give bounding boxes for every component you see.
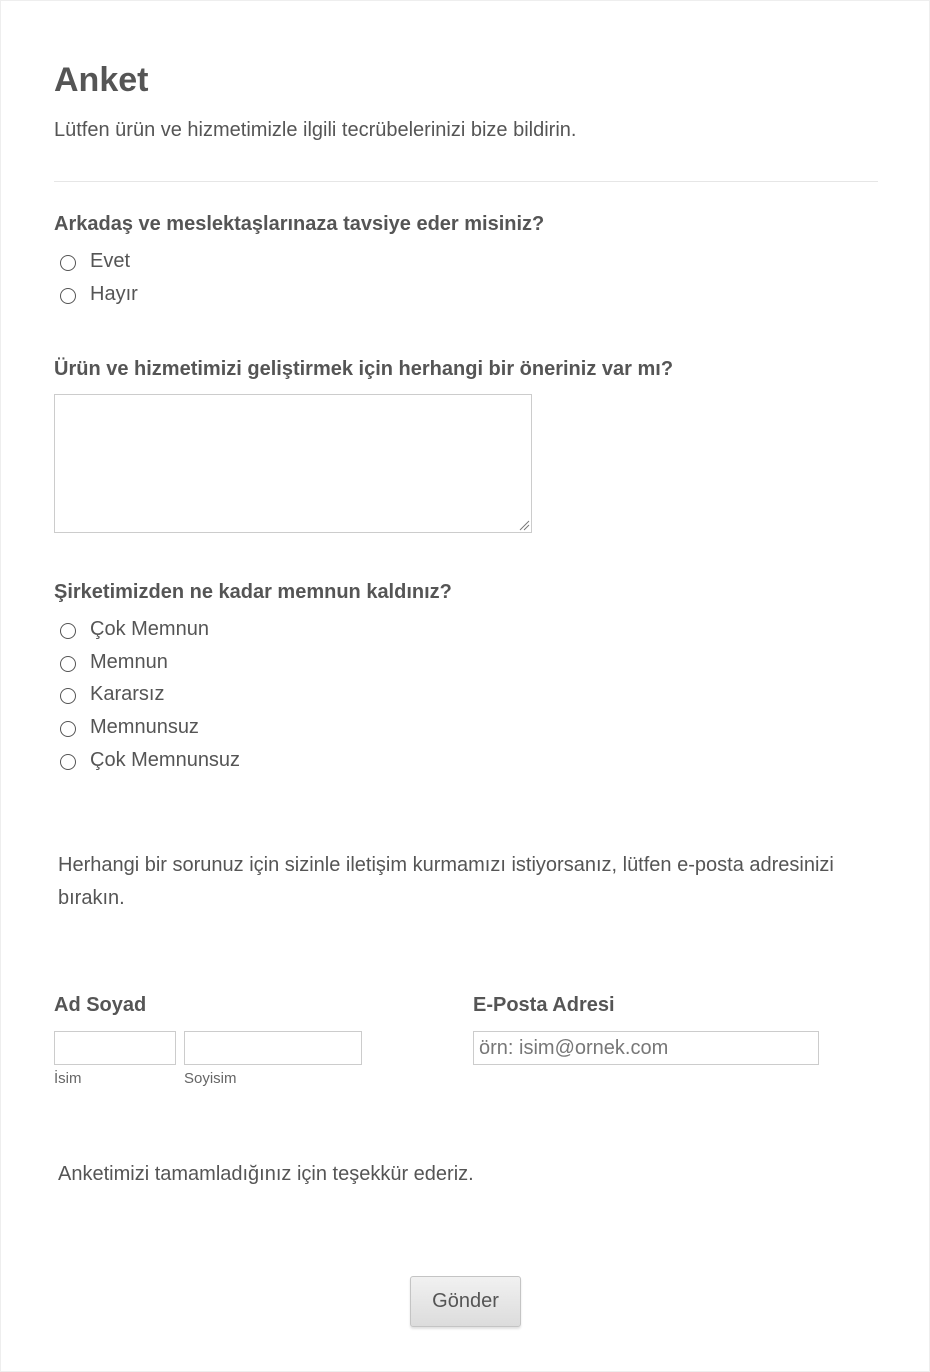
question-suggestion-label: Ürün ve hizmetimizi geliştirmek için herhangi bir öneriniz var mı?: [54, 358, 674, 380]
radio-option-hayir[interactable]: [60, 281, 138, 307]
radio-circle[interactable]: [60, 255, 76, 271]
first-name-sublabel: İsim: [54, 1070, 82, 1087]
radio-option-label: Memnunsuz: [90, 715, 199, 738]
radio-option-label: Hayır: [90, 282, 138, 305]
radio-option-memnunsuz[interactable]: [60, 714, 199, 740]
radio-option-cok-memnunsuz[interactable]: [60, 747, 240, 773]
radio-circle[interactable]: [60, 688, 76, 704]
header-divider: [54, 181, 878, 182]
question-recommend-label: Arkadaş ve meslektaşlarınaza tavsiye eder misiniz?: [54, 213, 545, 235]
radio-circle[interactable]: [60, 754, 76, 770]
first-name-input[interactable]: [54, 1031, 176, 1065]
resize-grip-icon[interactable]: [519, 520, 530, 531]
radio-option-label: Çok Memnun: [90, 617, 209, 640]
radio-circle[interactable]: [60, 656, 76, 672]
email-label: E-Posta Adresi: [473, 994, 615, 1016]
question-satisfaction-label: Şirketimizden ne kadar memnun kaldınız?: [54, 581, 452, 603]
radio-option-evet[interactable]: [60, 248, 130, 274]
full-name-label: Ad Soyad: [54, 994, 147, 1016]
radio-circle[interactable]: [60, 721, 76, 737]
radio-option-memnun[interactable]: [60, 649, 168, 675]
last-name-sublabel: Soyisim: [184, 1070, 237, 1087]
radio-option-label: Çok Memnunsuz: [90, 748, 241, 771]
last-name-input[interactable]: [184, 1031, 362, 1065]
radio-option-cok-memnun[interactable]: [60, 616, 209, 642]
form-subtitle: Lütfen ürün ve hizmetimizle ilgili tecrübelerinizi bize bildirin.: [54, 119, 577, 141]
radio-option-label: Evet: [90, 249, 131, 272]
form-title: Anket: [54, 61, 149, 99]
submit-button[interactable]: Gönder: [410, 1276, 521, 1327]
radio-option-kararsiz[interactable]: [60, 681, 164, 707]
radio-option-label: Kararsız: [90, 682, 165, 705]
contact-info-text: Herhangi bir sorunuz için sizinle iletişim kurmamızı istiyorsanız, lütfen e-posta adresinizi bırakın.: [58, 854, 834, 909]
email-input[interactable]: [473, 1031, 819, 1065]
suggestion-textarea[interactable]: [54, 394, 532, 533]
radio-option-label: Memnun: [90, 650, 168, 673]
radio-circle[interactable]: [60, 623, 76, 639]
radio-circle[interactable]: [60, 288, 76, 304]
thanks-text: Anketimizi tamamladığınız için teşekkür ederiz.: [58, 1163, 474, 1185]
